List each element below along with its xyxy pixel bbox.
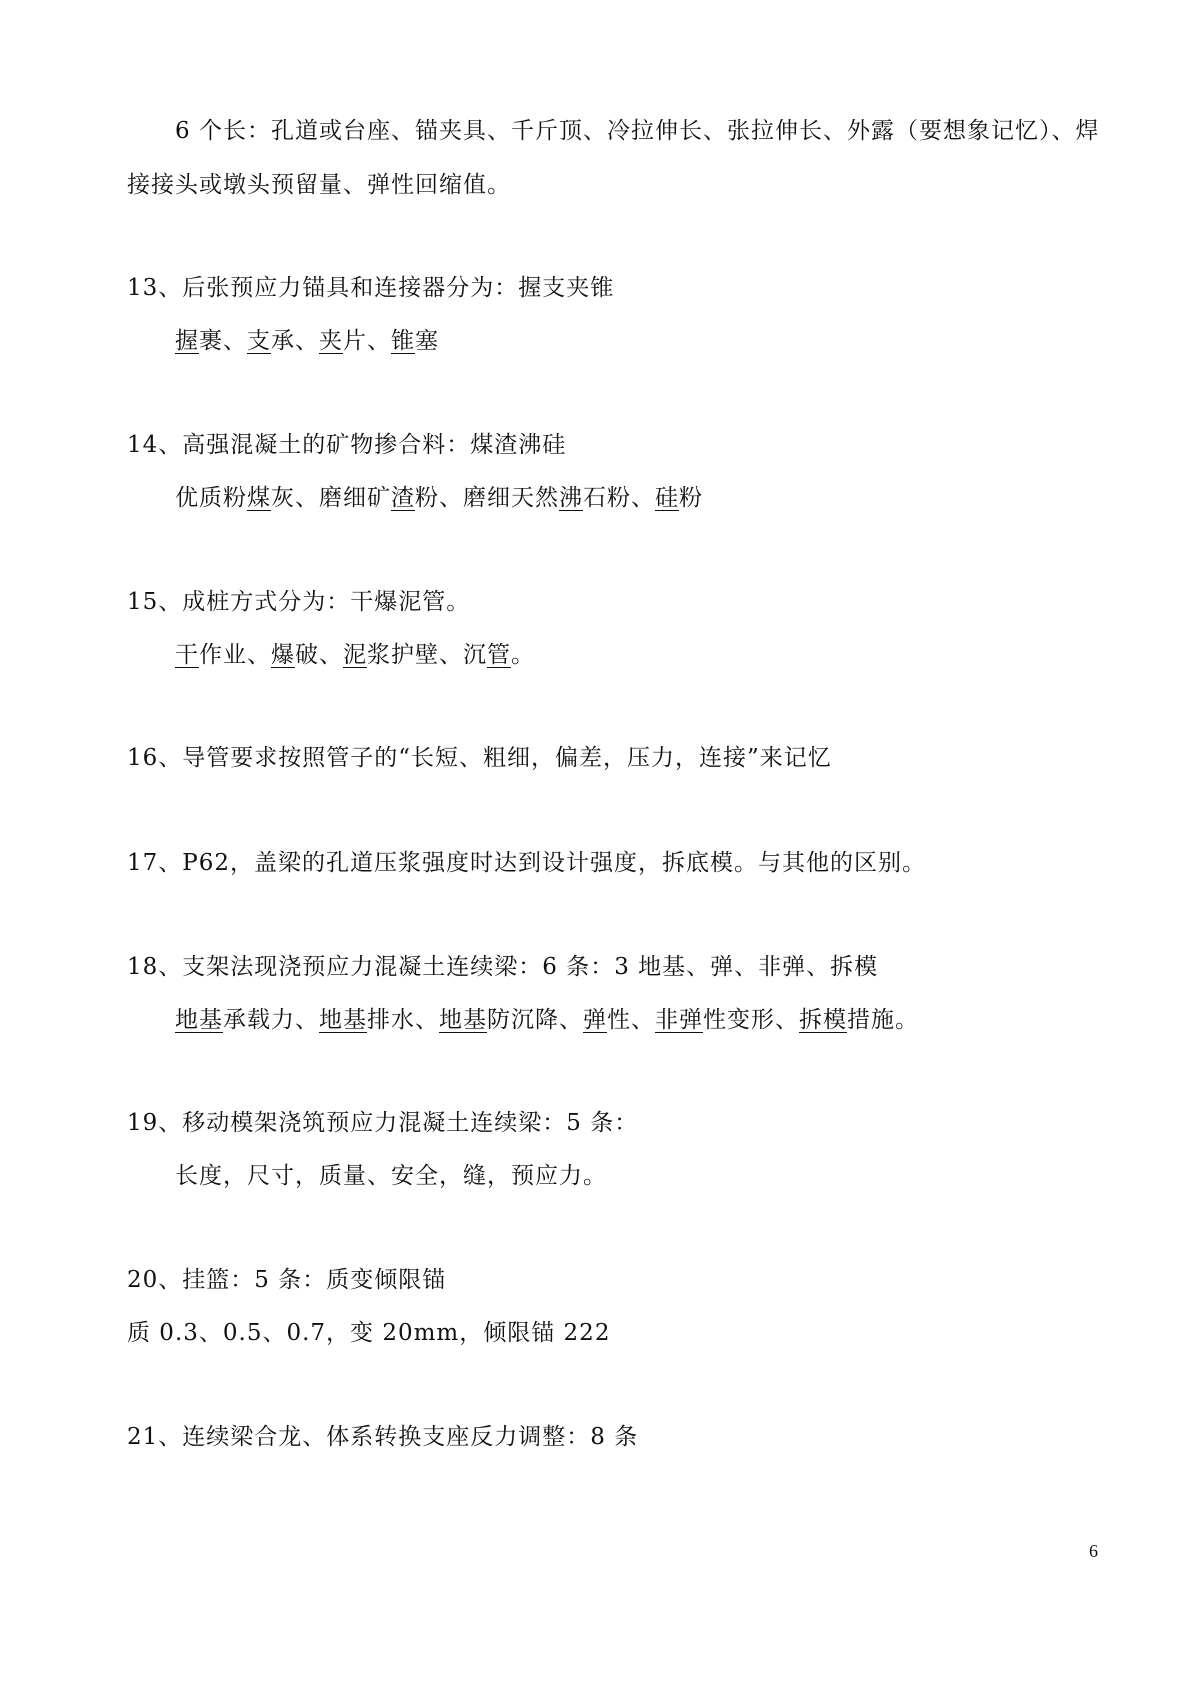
text-segment: 性、 xyxy=(607,1007,655,1033)
text-segment: 。 xyxy=(511,642,535,668)
text-segment: 灰、磨细矿 xyxy=(271,485,391,511)
underlined-key: 拆模 xyxy=(799,1007,847,1033)
item-15-detail xyxy=(175,640,535,670)
text-segment: 粉 xyxy=(679,485,703,511)
underlined-key: 地基 xyxy=(439,1007,487,1033)
item-13-detail xyxy=(175,326,439,356)
page-number: 6 xyxy=(1089,1541,1098,1561)
underlined-key: 煤 xyxy=(247,485,271,511)
item-15-heading: 15、成桩方式分为：干爆泥管。 xyxy=(127,589,471,615)
item-13-heading: 13、后张预应力锚具和连接器分为：握支夹锥 xyxy=(127,275,615,301)
underlined-key: 硅 xyxy=(655,485,679,511)
underlined-key: 地基 xyxy=(175,1007,223,1033)
text-segment: 措施。 xyxy=(847,1007,919,1033)
item-14-heading: 14、高强混凝土的矿物掺合料：煤渣沸硅 xyxy=(127,432,567,458)
text-segment: 承载力、 xyxy=(223,1007,319,1033)
text-segment: 性变形、 xyxy=(703,1007,799,1033)
item-19-heading: 19、移动模架浇筑预应力混凝土连续梁：5 条： xyxy=(127,1110,639,1136)
text-segment: 承、 xyxy=(271,328,319,354)
underlined-key: 泥 xyxy=(343,642,367,668)
item-19-detail: 长度，尺寸，质量、安全，缝，预应力。 xyxy=(175,1163,607,1189)
underlined-key: 弹 xyxy=(583,1007,607,1033)
underlined-key: 管 xyxy=(487,642,511,668)
text-segment: 优质粉 xyxy=(175,485,247,511)
text-segment: 浆护壁、沉 xyxy=(367,642,487,668)
underlined-key: 夹 xyxy=(319,328,343,354)
underlined-key: 沸 xyxy=(559,485,583,511)
text-segment: 裹、 xyxy=(199,328,247,354)
item-16-heading: 16、导管要求按照管子的“长短、粗细，偏差，压力，连接”来记忆 xyxy=(127,745,832,771)
text-segment: 片、 xyxy=(343,328,391,354)
underlined-key: 锥 xyxy=(391,328,415,354)
underlined-key: 握 xyxy=(175,328,199,354)
text-segment: 石粉、 xyxy=(583,485,655,511)
item-18-detail xyxy=(175,1005,919,1035)
underlined-key: 地基 xyxy=(319,1007,367,1033)
item-18-heading: 18、支架法现浇预应力混凝土连续梁：6 条：3 地基、弹、非弹、拆模 xyxy=(127,954,879,980)
text-segment: 塞 xyxy=(415,328,439,354)
item-17-heading: 17、P62，盖梁的孔道压浆强度时达到设计强度，拆底模。与其他的区别。 xyxy=(127,850,927,876)
item-20-detail: 质 0.3、0.5、0.7，变 20mm，倾限锚 222 xyxy=(127,1320,611,1346)
text-segment: 排水、 xyxy=(367,1007,439,1033)
intro-line-2: 接接头或墩头预留量、弹性回缩值。 xyxy=(127,172,511,198)
text-segment: 作业、 xyxy=(199,642,271,668)
underlined-key: 支 xyxy=(247,328,271,354)
item-20-heading: 20、挂篮：5 条：质变倾限锚 xyxy=(127,1267,447,1293)
text-segment: 防沉降、 xyxy=(487,1007,583,1033)
item-14-detail xyxy=(175,483,703,513)
underlined-key: 非弹 xyxy=(655,1007,703,1033)
underlined-key: 渣 xyxy=(391,485,415,511)
underlined-key: 干 xyxy=(175,642,199,668)
text-segment: 粉、磨细天然 xyxy=(415,485,559,511)
text-segment: 破、 xyxy=(295,642,343,668)
item-21-heading: 21、连续梁合龙、体系转换支座反力调整：8 条 xyxy=(127,1424,639,1450)
intro-line-1: 6 个长：孔道或台座、锚夹具、千斤顶、冷拉伸长、张拉伸长、外露（要想象记忆）、焊 xyxy=(175,118,1100,144)
underlined-key: 爆 xyxy=(271,642,295,668)
